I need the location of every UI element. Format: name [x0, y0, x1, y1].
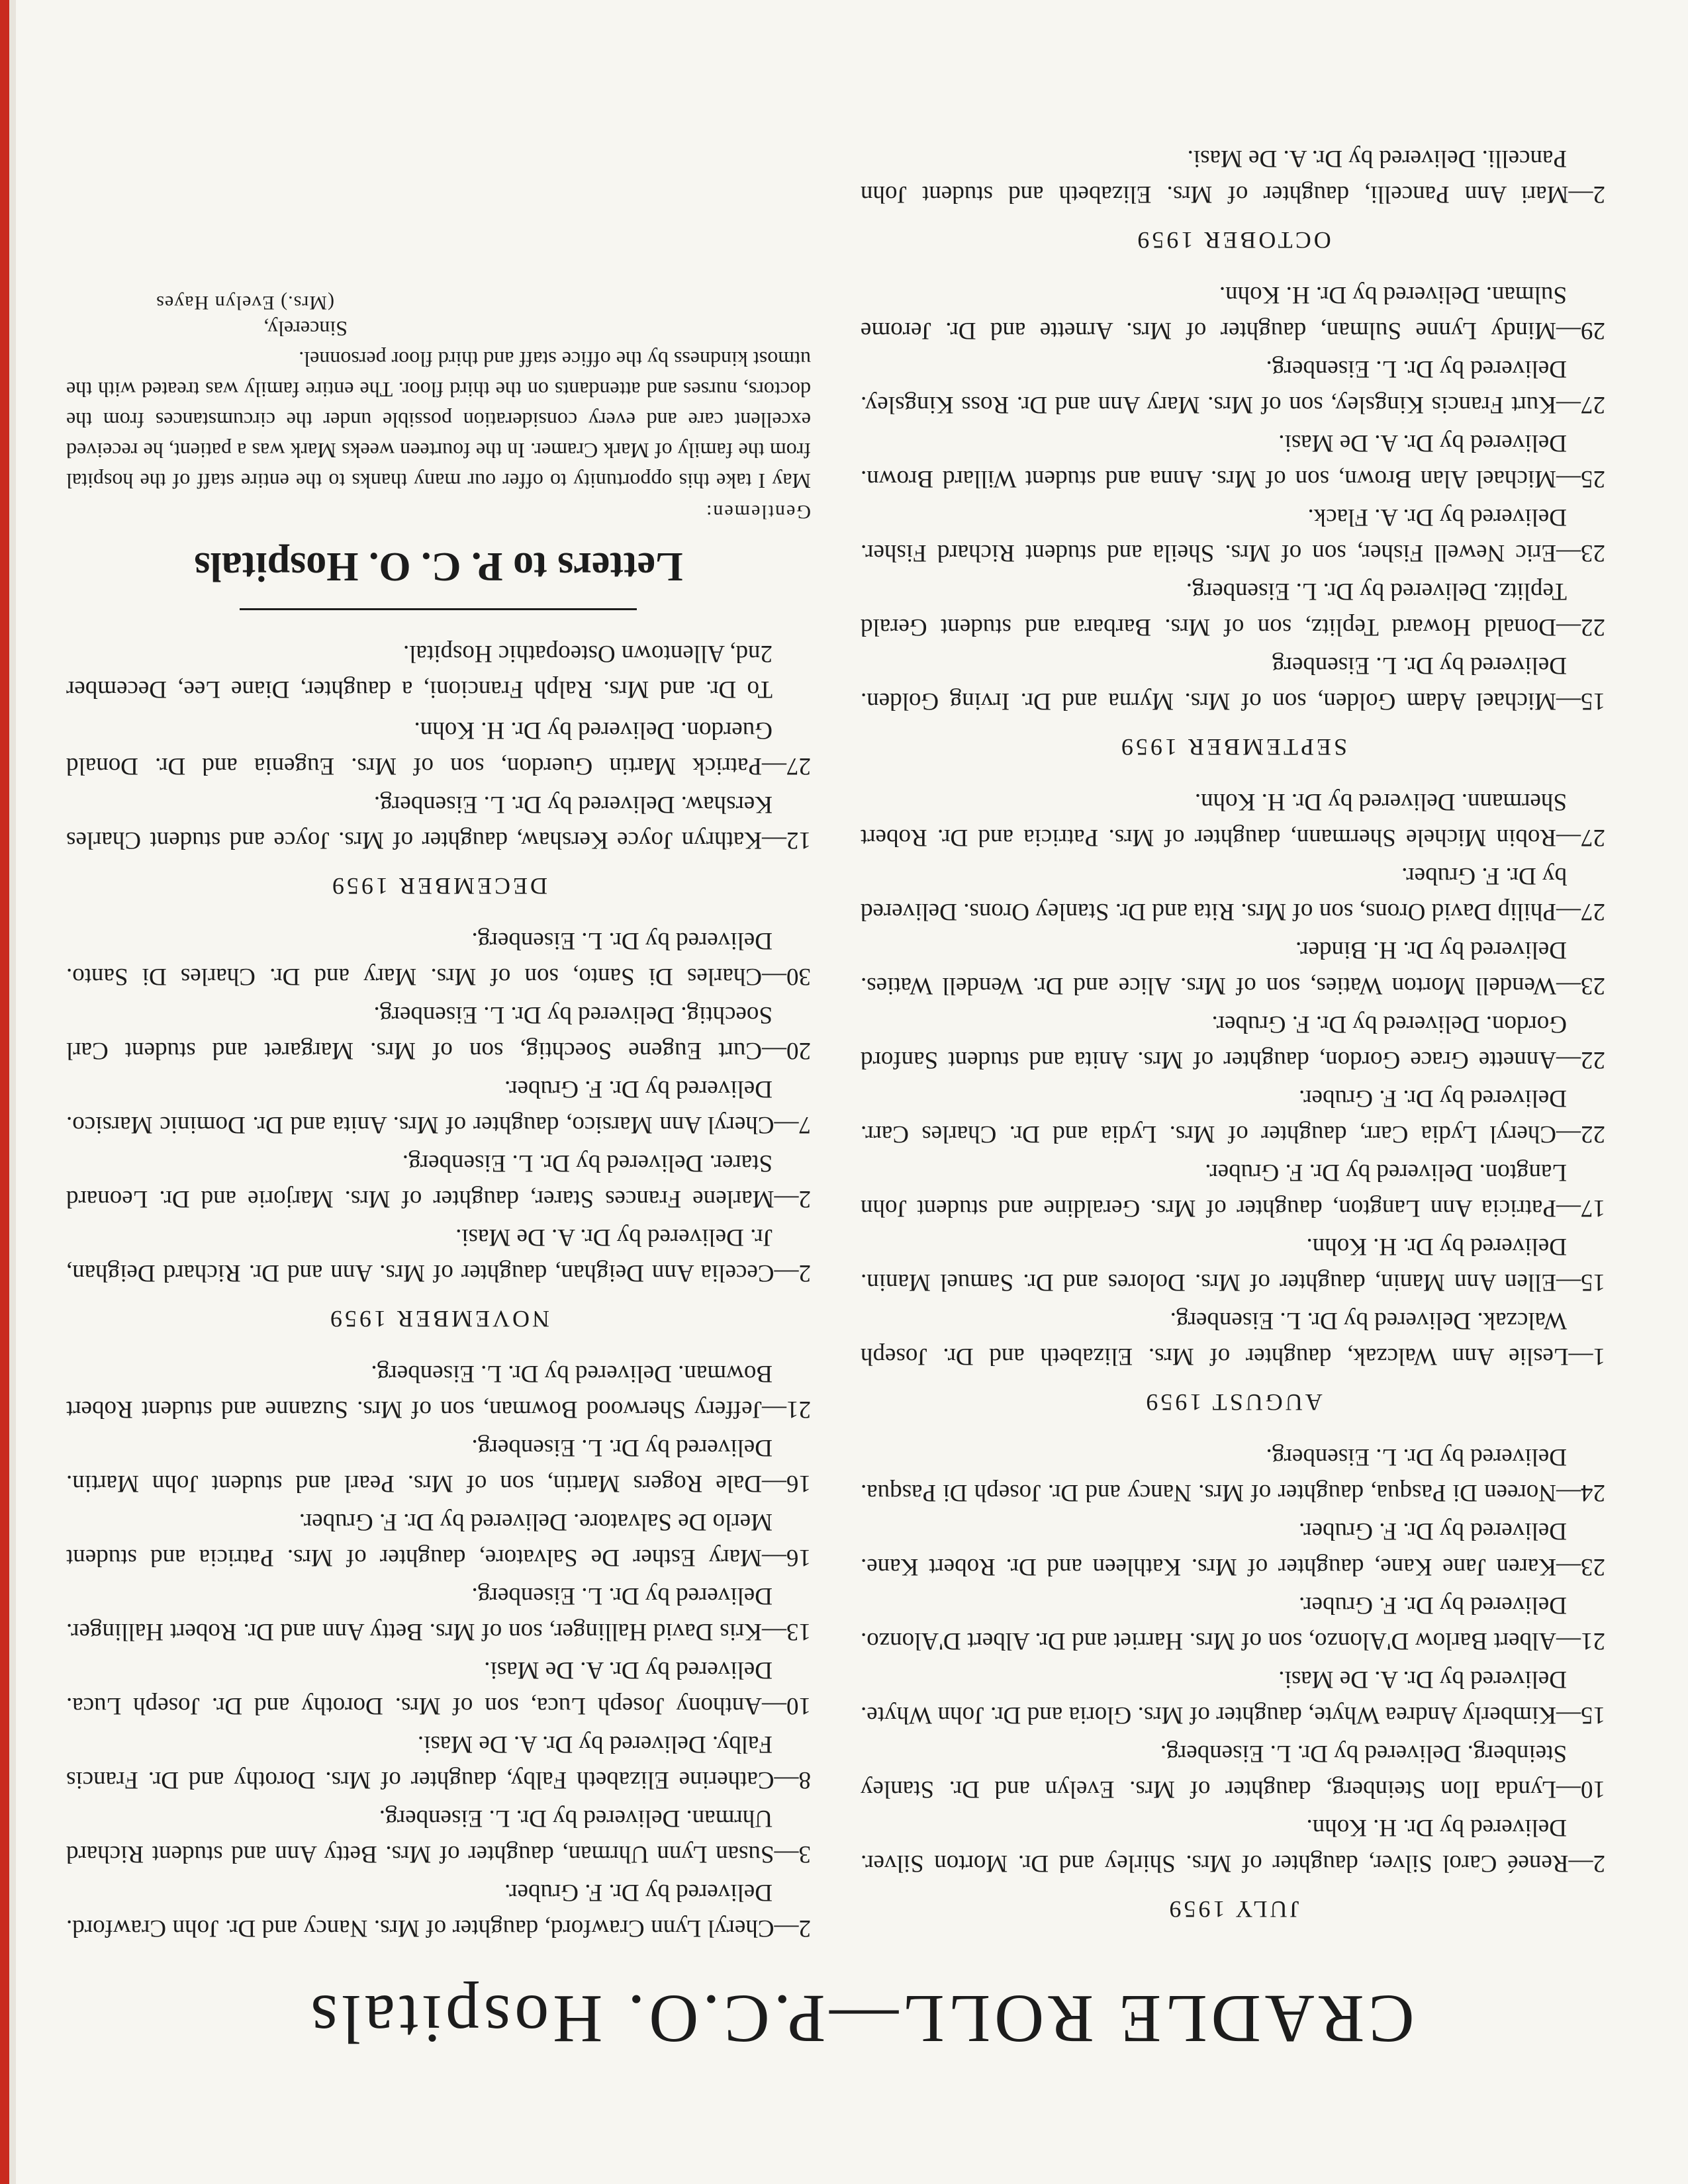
birth-entry: 21—Albert Barlow D'Alonzo, son of Mrs. Harriet and Dr. Albert D'Alonzo. Delivered by Dr. F. Gruber.	[861, 1592, 1605, 1655]
birth-notice: To Dr. and Mrs. Ralph Francioni, a daughter, Diane Lee, December 2nd, Allentown Osteopathic Hospital.	[66, 640, 773, 703]
birth-entry: 20—Curt Eugene Soechtig, son of Mrs. Margaret and student Carl Soechtig. Delivered by Dr. L. Eisenberg.	[66, 1001, 811, 1064]
letter-body: May I take this opportunity to offer our many thanks to the entire staff of the hospital from the family of Mark Cramer. In the fourteen weeks Mark was a patient, he received excellent care and every consideration possible under the circumstances from the doctors, nurses and attendants on the third floor. The entire family was treated with the utmost kindness by the office staff and third floor personnel.	[66, 347, 811, 493]
birth-entry: 29—Mindy Lynne Sulman, daughter of Mrs. Arnette and Dr. Jerome Sulman. Delivered by Dr. H. Kohn.	[861, 281, 1605, 344]
month-heading: OCTOBER 1959	[1135, 227, 1331, 253]
birth-entry: 27—Patrick Martin Guerdon, son of Mrs. Eugenia and Dr. Donald Guerdon. Delivered by Dr. H. Kohn.	[66, 717, 811, 780]
month-heading: SEPTEMBER 1959	[1118, 734, 1348, 760]
letter-closing: Sincerely,	[263, 317, 348, 341]
birth-entry: 12—Kathryn Joyce Kershaw, daughter of Mrs. Joyce and student Charles Kershaw. Delivered by Dr. L. Eisenberg.	[66, 791, 811, 854]
birth-entry: 2—Mari Ann Pancelli, daughter of Mrs. Elizabeth and student John Pancelli. Delivered by Dr. A. De Masi.	[861, 145, 1605, 208]
right-column	[66, 291, 811, 1946]
printed-page-rotated	[16, 0, 1688, 2184]
right-sections	[66, 712, 811, 1333]
birth-entry: 10—Lynda Ilon Steinberg, daughter of Mrs. Evelyn and Dr. Stanley Steinberg. Delivered by Dr. L. Eisenberg.	[861, 1740, 1605, 1803]
birth-entry: 15—Michael Adam Golden, son of Mrs. Myrna and Dr. Irving Golden. Delivered by Dr. L. Eisenberg	[861, 652, 1605, 715]
birth-entry: 23—Eric Newell Fisher, son of Mrs. Sheila and student Richard Fisher. Delivered by Dr. A. Flack.	[861, 504, 1605, 567]
birth-entry: 21—Jeffery Sherwood Bowman, son of Mrs. Suzanne and student Robert Bowman. Delivered by Dr. L. Eisenberg.	[66, 1360, 811, 1423]
paper-sheet	[16, 0, 1688, 2184]
birth-entry: 17—Patricia Ann Langton, daughter of Mrs. Geraldine and student John Langton. Delivered by Dr. F. Gruber.	[861, 1159, 1605, 1222]
birth-entry: 2—Reneé Carol Silver, daughter of Mrs. Shirley and Dr. Morton Silver. Delivered by Dr. H. Kohn.	[861, 1814, 1605, 1877]
birth-entry: 27—Robin Michele Shermann, daughter of Mrs. Patricia and Dr. Robert Shermann. Delivered by Dr. H. Kohn.	[861, 788, 1605, 851]
birth-entry: 22—Cheryl Lydia Carr, daughter of Mrs. Lydia and Dr. Charles Carr. Delivered by Dr. F. Gruber.	[861, 1085, 1605, 1148]
left-column	[861, 138, 1605, 1946]
birth-entry: 27—Philip David Orons, son of Mrs. Rita and Dr. Stanley Orons. Delivered by Dr. F. Gruber.	[861, 862, 1605, 925]
birth-entry: 27—Kurt Francis Kingsley, son of Mrs. Mary Ann and Dr. Ross Kingsley. Delivered by Dr. L. Eisenberg.	[861, 355, 1605, 418]
birth-entry: 2—Marlene Frances Starer, daughter of Mrs. Marjorie and Dr. Leonard Starer. Delivered by Dr. L. Eisenberg.	[66, 1150, 811, 1212]
right-intro-entries	[66, 1355, 811, 1946]
page-title: CRADLE ROLL—P.C.O. Hospitals	[306, 1981, 1415, 2057]
month-heading: JULY 1959	[1166, 1896, 1299, 1923]
birth-entry: 7—Cheryl Ann Marsico, daughter of Mrs. Anita and Dr. Dominic Marsico. Delivered by Dr. F. Gruber.	[66, 1075, 811, 1138]
page-edge-gap	[9, 0, 16, 2184]
birth-entry: 8—Catherine Elizabeth Falby, daughter of Mrs. Dorothy and Dr. Francis Falby. Delivered by Dr. A. De Masi.	[66, 1731, 811, 1794]
section-divider	[240, 608, 637, 610]
birth-entry: 23—Wendell Morton Waties, son of Mrs. Alice and Dr. Wendell Waties. Delivered by Dr. H. Binder.	[861, 936, 1605, 999]
month-heading: AUGUST 1959	[1143, 1389, 1323, 1416]
birth-entry: 2—Cheryl Lynn Crawford, daughter of Mrs. Nancy and Dr. John Crawford. Delivered by Dr. F. Gruber.	[66, 1879, 811, 1942]
left-sections	[861, 140, 1605, 1923]
birth-entry: 15—Ellen Ann Manin, daughter of Mrs. Dolores and Dr. Samuel Manin. Delivered by Dr. H. Kohn.	[861, 1233, 1605, 1296]
month-heading: NOVEMBER 1959	[328, 1306, 550, 1332]
birth-entry: 2—Cecelia Ann Deighan, daughter of Mrs. Ann and Dr. Richard Deighan, Jr. Delivered by Dr. A. De Masi.	[66, 1224, 811, 1287]
birth-entry: 1—Leslie Ann Walczak, daughter of Mrs. Elizabeth and Dr. Joseph Walczak. Delivered by Dr. L. Eisenberg.	[861, 1307, 1605, 1370]
birth-entry: 23—Karen Jane Kane, daughter of Mrs. Kathleen and Dr. Robert Kane. Delivered by Dr. F. Gruber.	[861, 1518, 1605, 1580]
letter-signature: (Mrs.) Evelyn Hayes	[156, 292, 334, 314]
birth-entry: 16—Dale Rogers Martin, son of Mrs. Pearl and student John Martin. Delivered by Dr. L. Eisenberg.	[66, 1434, 811, 1497]
red-page-edge	[0, 0, 9, 2184]
birth-entry: 13—Kris David Hallinger, son of Mrs. Betty Ann and Dr. Robert Hallinger. Delivered by Dr. L. Eisenberg.	[66, 1582, 811, 1645]
birth-entry: 25—Michael Alan Brown, son of Mrs. Anna and student Willard Brown. Delivered by Dr. A. De Masi.	[861, 430, 1605, 492]
birth-entry: 10—Anthony Joseph Luca, son of Mrs. Dorothy and Dr. Joseph Luca. Delivered by Dr. A. De Masi.	[66, 1657, 811, 1719]
birth-entry: 3—Susan Lynn Uhrman, daughter of Mrs. Betty Ann and student Richard Uhrman. Delivered by Dr. L. Eisenberg.	[66, 1805, 811, 1868]
birth-entry: 24—Noreen Di Pasqua, daughter of Mrs. Nancy and Dr. Joseph Di Pasqua. Delivered by Dr. L. Eisenberg.	[861, 1443, 1605, 1506]
birth-entry: 16—Mary Esther De Salvatore, daughter of Mrs. Patricia and student Merlo De Salvatore. Delivered by Dr. F. Gruber.	[66, 1508, 811, 1571]
letters-title: Letters to P. C. O. Hospitals	[194, 544, 683, 589]
birth-entry: 22—Donald Howard Teplitz, son of Mrs. Barbara and student Gerald Teplitz. Delivered by Dr. L. Eisenberg.	[861, 578, 1605, 641]
month-heading: DECEMBER 1959	[330, 873, 548, 899]
birth-entry: 15—Kimberly Andrea Whyte, daughter of Mrs. Gloria and Dr. John Whyte. Delivered by Dr. A. De Masi.	[861, 1666, 1605, 1729]
letter-salutation: Gentlemen:	[705, 501, 811, 523]
birth-entry: 22—Annette Grace Gordon, daughter of Mrs. Anita and student Sanford Gordon. Delivered by Dr. F. Gruber.	[861, 1011, 1605, 1073]
birth-entry: 30—Charles Di Santo, son of Mrs. Mary and Dr. Charles Di Santo. Delivered by Dr. L. Eisenberg.	[66, 927, 811, 990]
